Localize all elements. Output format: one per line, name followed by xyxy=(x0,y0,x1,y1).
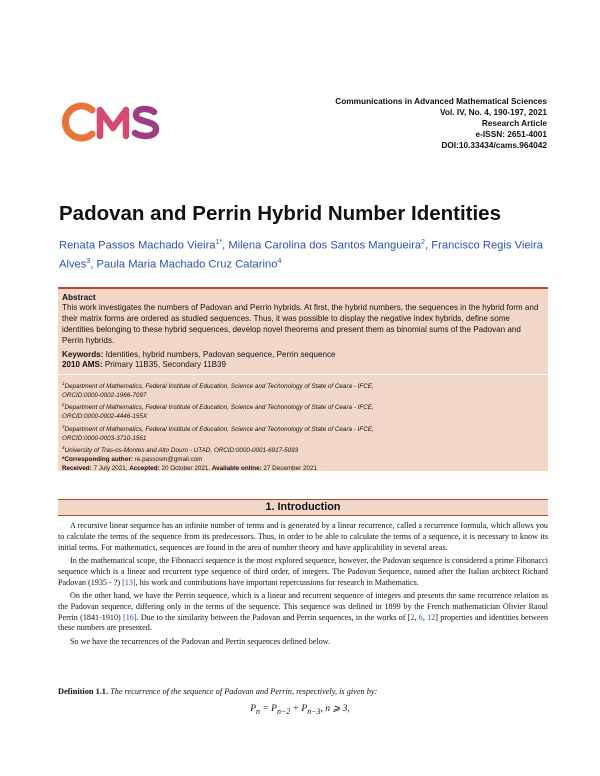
citation-link[interactable]: [13] xyxy=(122,577,136,587)
recurrence-equation xyxy=(0,703,600,716)
affiliation-mark: 4 xyxy=(62,444,65,450)
definition-label: Definition 1.1. xyxy=(58,687,109,696)
dates-line xyxy=(62,464,544,473)
journal-logo xyxy=(62,98,172,146)
online-date: 27 December 2021 xyxy=(263,465,317,473)
equation-operator: + xyxy=(290,704,302,714)
author-affiliation-mark: 4 xyxy=(277,258,282,266)
logo-letter-m xyxy=(100,110,126,136)
author-affiliation-mark: 3 xyxy=(86,258,91,266)
author-affiliation-mark: 1* xyxy=(215,239,223,246)
abstract-heading: Abstract xyxy=(62,292,96,302)
paragraph-text: In the mathematical scope, the Fibonacci sequence is the most explored sequence, however, the Padovan sequence is considered a prime Fibonacci sequence which is a linear and recurrent type sequence of third order, of integers. The Padovan Sequence, named after the Italian architect Richard Padovan (1935 - ?) xyxy=(58,555,548,587)
affiliation-item xyxy=(62,422,544,434)
cms-logo-icon xyxy=(62,98,172,146)
article-type: Research Article xyxy=(481,118,547,128)
equation-operator: = xyxy=(259,704,272,714)
author-name[interactable]: Francisco Regis Vieira Alves xyxy=(59,239,543,271)
definition-block xyxy=(58,686,548,697)
paragraph-text: , his work and contributions have important repercussions for research in Mathematics. xyxy=(135,577,419,587)
affiliation-text: University of Tras-os-Montes and Alto Douro - UTAD, ORCID:0000-0001-6917-5093 xyxy=(64,446,299,454)
affiliation-orcid[interactable]: ORCID:0000-0003-3710-1561 xyxy=(62,434,147,442)
ams-line xyxy=(62,360,544,371)
paragraph-text: , xyxy=(422,612,428,622)
paragraph: So we have the recurrences of the Padovan and Perrin sequences defined below. xyxy=(70,636,331,646)
received-label: Received: xyxy=(62,465,92,473)
ams-value: Primary 11B35, Secondary 11B39 xyxy=(104,360,227,370)
paragraph: A recursive linear sequence has an infinite number of terms and is generated by a linear recurrence, called a recurrence formula, which allows you to calculate the terms of the sequence from its predecessors. Thus, in order to be able to calculate the terms of a sequence, it is necessary to know its initial terms. For mathematics, sequences are found in the area of number theory and have applicability in several areas. xyxy=(58,521,548,552)
accepted-label: Accepted: xyxy=(129,465,160,473)
corresponding-author xyxy=(62,455,544,464)
citation-link[interactable]: 6 xyxy=(418,612,423,622)
equation-term: P xyxy=(271,704,277,714)
keywords-line xyxy=(62,350,544,361)
affiliation-orcid[interactable]: ORCID:0000-0002-4446-155X xyxy=(62,413,148,421)
affiliation-text: Department of Mathematics, Federal Institute of Education, Science and Techonology of State of Ceara - IFCE, xyxy=(64,383,374,391)
author-separator: , xyxy=(222,239,229,252)
abstract-box xyxy=(58,287,548,374)
author-name[interactable]: Paula Maria Machado Cruz Catarino xyxy=(96,258,278,271)
citation-link[interactable]: [16] xyxy=(122,612,137,622)
journal-info xyxy=(335,96,547,151)
received-date: 7 July 2021, xyxy=(93,465,128,473)
citation-link[interactable]: 12 xyxy=(427,612,436,622)
body-text xyxy=(58,521,548,650)
author-separator: , xyxy=(425,239,432,252)
journal-eissn: e-ISSN: 2651-4001 xyxy=(475,129,547,139)
affiliations-box xyxy=(58,375,548,471)
paragraph-text: ] properties and identities between these numbers are presented. xyxy=(58,612,549,633)
paper-title: Padovan and Perrin Hybrid Number Identities xyxy=(59,202,501,225)
paragraph-text: . Due to the similarity between the Padovan and Perrin sequences, in the works of [ xyxy=(136,612,411,622)
logo-letter-s xyxy=(135,109,156,136)
logo-letter-c xyxy=(65,106,92,138)
author-name[interactable]: Milena Carolina dos Santos Mangueira xyxy=(228,239,422,252)
equation-condition: , n ⩾ 3, xyxy=(320,704,350,714)
definition-text: The recurrence of the sequence of Padovan and Perrin, respectively, is given by: xyxy=(110,687,378,696)
journal-name: Communications in Advanced Mathematical Sciences xyxy=(335,96,547,106)
affiliation-item xyxy=(62,443,544,455)
keywords-value: Identities, hybrid numbers, Padovan sequence, Perrin sequence xyxy=(105,349,336,359)
corresponding-label: *Corresponding author: xyxy=(62,456,134,464)
accepted-date: 20 October 2021, xyxy=(161,465,211,473)
equation-subscript: n−2 xyxy=(276,706,291,716)
ams-label: 2010 AMS: xyxy=(62,360,103,370)
equation-term: P xyxy=(301,704,308,714)
abstract-text: This work investigates the numbers of Padovan and Perrin hybrids. At first, the hybrid numbers, the sequences in the hybrid form and their matrix forms are ordered as studied sequences. Thus, it was possible to display the negative index hybrids, define some identities belonging to these hybrid sequences, develop novel theorems and present them as binomial sums of the Padovan and Perrin hybrids. xyxy=(62,302,539,345)
journal-volume: Vol. IV, No. 4, 190-197, 2021 xyxy=(439,107,547,117)
citation-link[interactable]: 2 xyxy=(410,612,415,622)
affiliation-text: Department of Mathematics, Federal Institute of Education, Science and Techonology of State of Ceara - IFCE, xyxy=(64,404,374,412)
affiliation-text: Department of Mathematics, Federal Institute of Education, Science and Techonology of State of Ceara - IFCE, xyxy=(64,425,374,433)
author-separator: , xyxy=(90,258,97,271)
affiliation-item xyxy=(62,379,544,391)
affiliation-item xyxy=(62,400,544,412)
affiliation-mark: 1 xyxy=(62,381,65,386)
affiliation-mark: 3 xyxy=(62,423,65,429)
paragraph-text: , xyxy=(414,612,419,622)
section-heading: 1. Introduction xyxy=(58,499,548,516)
equation-subscript: n−3 xyxy=(307,706,321,716)
paragraph-text: On the other hand, we have the Perrin sequence, which is a linear and recurrent sequence of integers and presents the same recurrence relation as the Padovan sequence, differing only in the terms of the sequence. This sequence was defined in 1899 by the French mathematician Olivier Raoul Perrin (1841-1910) xyxy=(58,590,548,622)
affiliation-mark: 2 xyxy=(62,402,65,408)
paragraph xyxy=(58,556,548,588)
equation-term: P xyxy=(250,704,257,714)
author-list xyxy=(59,235,549,273)
paragraph xyxy=(58,591,548,634)
equation-subscript: n xyxy=(256,706,260,716)
journal-doi[interactable]: DOI:10.33434/cams.964042 xyxy=(441,140,547,150)
corresponding-email[interactable]: re.passosm@gmail.com xyxy=(134,456,203,464)
author-affiliation-mark: 2 xyxy=(421,239,426,246)
keywords-label: Keywords: xyxy=(62,349,104,359)
author-name[interactable]: Renata Passos Machado Vieira xyxy=(59,239,216,252)
affiliation-orcid[interactable]: ORCID:0000-0002-1966-7097 xyxy=(62,392,147,400)
online-label: Available online: xyxy=(211,465,262,473)
